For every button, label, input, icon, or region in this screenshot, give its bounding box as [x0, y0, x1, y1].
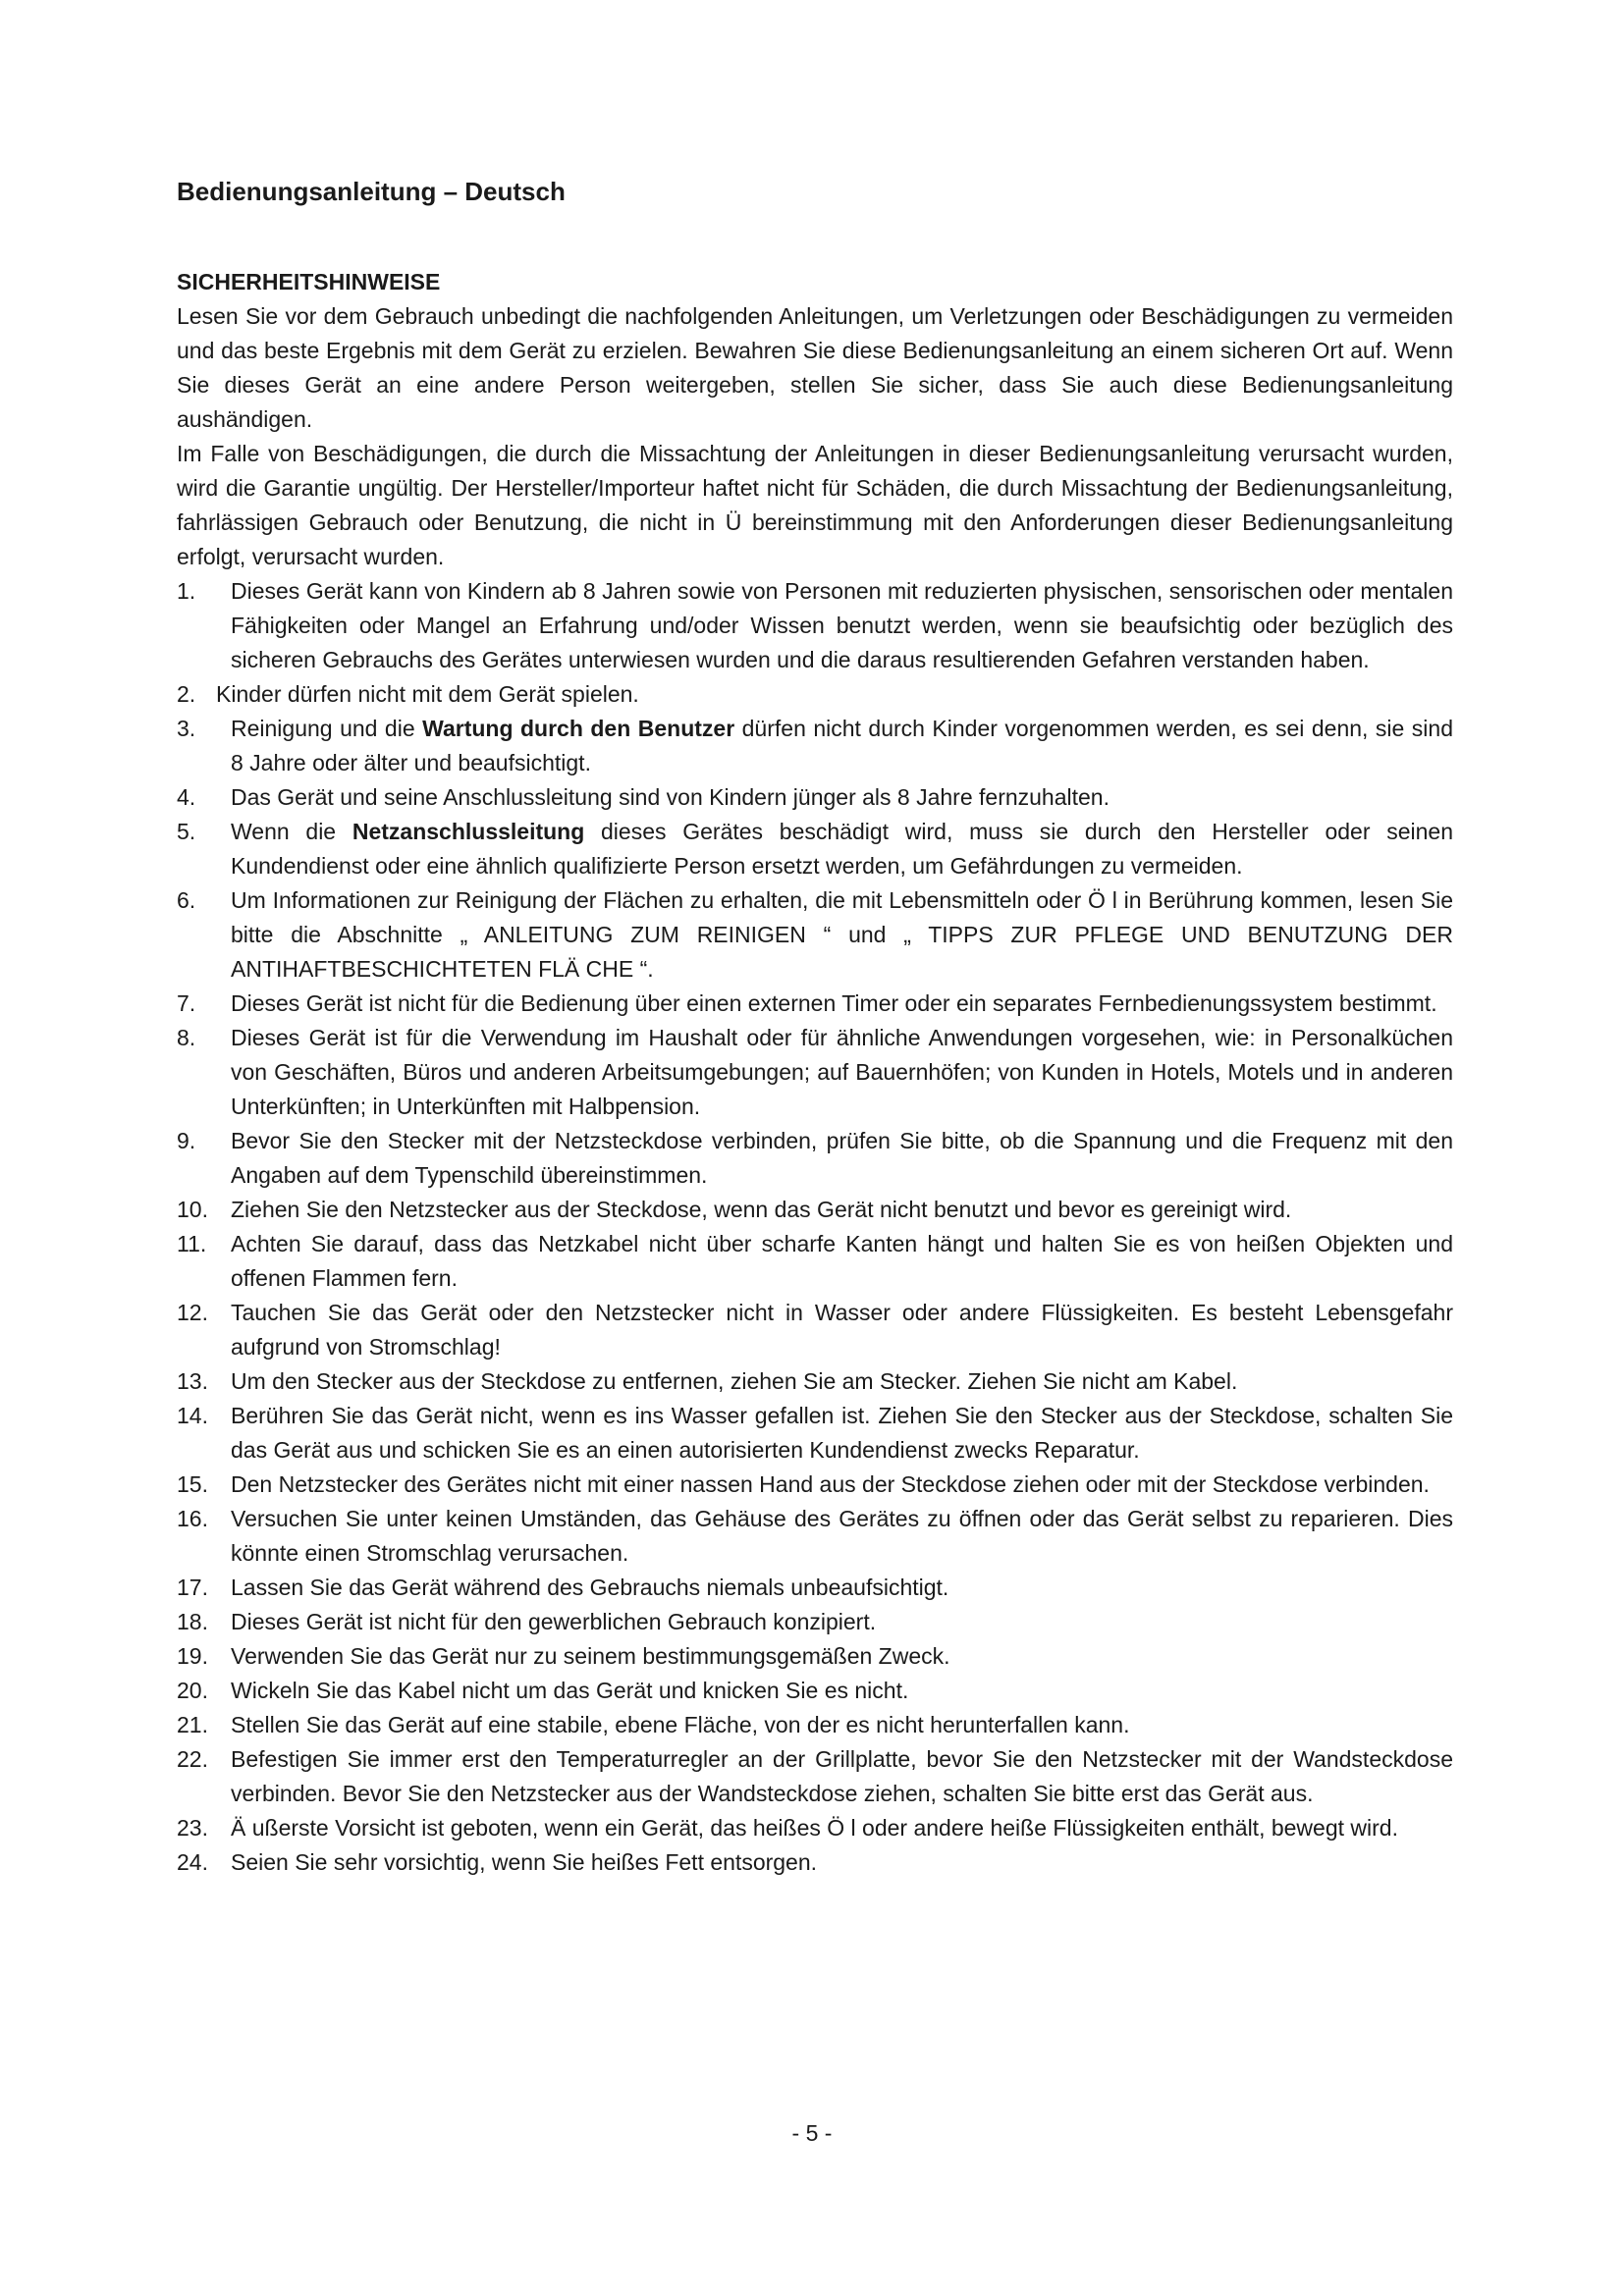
page-title: Bedienungsanleitung – Deutsch [177, 177, 566, 206]
safety-item [177, 677, 1453, 712]
safety-item [177, 712, 1453, 780]
item-number: 12. [177, 1300, 208, 1325]
item-number: 21. [177, 1712, 208, 1737]
item-text-part: dürfen nicht durch Kinder vorgenommen werden, es sei denn, sie sind 8 Jahre oder älter und beaufsichtigt. [231, 716, 1453, 775]
item-number: 10. [177, 1197, 208, 1222]
item-text-bold: Wartung durch den Benutzer [422, 716, 735, 741]
item-number: 6. [177, 887, 196, 913]
safety-item [177, 780, 1453, 815]
safety-item [177, 1296, 1453, 1364]
item-number: 5. [177, 819, 196, 844]
safety-item [177, 574, 1453, 677]
item-text: Stellen Sie das Gerät auf eine stabile, ebene Fläche, von der es nicht herunterfallen kann. [231, 1712, 1130, 1737]
item-number: 1. [177, 578, 196, 604]
safety-item [177, 1708, 1453, 1742]
warranty-paragraph: Im Falle von Beschädigungen, die durch die Missachtung der Anleitungen in dieser Bedienungsanleitung verursacht wurden, wird die Garantie ungültig. Der Hersteller/Importeur haftet nicht für Schäden, die durch Missachtung der Bedienungsanleitung, fahrlässigen Gebrauch oder Benutzung, die nicht in Ü bereinstimmung mit den Anforderungen dieser Bedienungsanleitung erfolgt, verursacht wurden. [177, 441, 1453, 569]
item-text: Um Informationen zur Reinigung der Flächen zu erhalten, die mit Lebensmitteln oder Ö l in Berührung kommen, lesen Sie bitte die Abschnitte „ ANLEITUNG ZUM REINIGEN “ und „ TIPPS ZUR PFLEGE UND BENUTZUNG DER ANTIHAFTBESCHICHTETEN FLÄ CHE “. [231, 887, 1453, 982]
safety-item [177, 1193, 1453, 1227]
item-text: Dieses Gerät ist für die Verwendung im Haushalt oder für ähnliche Anwendungen vorgesehen, wie: in Personalküchen von Geschäften, Büros und anderen Arbeitsumgebungen; auf Bauernhöfen; von Kunden in Hotels, Motels und in anderen Unterkünften; in Unterkünften mit Halbpension. [231, 1025, 1453, 1119]
safety-item [177, 1399, 1453, 1468]
item-text-bold: Netzanschlussleitung [352, 819, 585, 844]
safety-item [177, 987, 1453, 1021]
item-text: Dieses Gerät kann von Kindern ab 8 Jahren sowie von Personen mit reduzierten physischen, sensorischen oder mentalen Fähigkeiten oder Mangel an Erfahrung und/oder Wissen benutzt werden, wenn sie beaufsichtig oder bezüglich des sicheren Gebrauchs des Gerätes unterwiesen wurden und die daraus resultierenden Gefahren verstanden haben. [231, 578, 1453, 672]
item-text: Lassen Sie das Gerät während des Gebrauchs niemals unbeaufsichtigt. [231, 1575, 949, 1600]
item-number: 22. [177, 1746, 208, 1772]
safety-item [177, 1639, 1453, 1674]
section-heading: SICHERHEITSHINWEISE [177, 269, 441, 294]
safety-item [177, 1674, 1453, 1708]
item-text: Wickeln Sie das Kabel nicht um das Gerät und knicken Sie es nicht. [231, 1678, 909, 1703]
safety-item [177, 1364, 1453, 1399]
item-number: 4. [177, 784, 196, 810]
safety-item [177, 1742, 1453, 1811]
item-text-part: Reinigung und die [231, 716, 423, 741]
item-text: Berühren Sie das Gerät nicht, wenn es ins Wasser gefallen ist. Ziehen Sie den Stecker aus der Steckdose, schalten Sie das Gerät aus und schicken Sie es an einen autorisierten Kundendienst zwecks Reparatur. [231, 1403, 1453, 1463]
item-text: Um den Stecker aus der Steckdose zu entfernen, ziehen Sie am Stecker. Ziehen Sie nicht am Kabel. [231, 1368, 1238, 1394]
safety-item [177, 1502, 1453, 1571]
item-text: Kinder dürfen nicht mit dem Gerät spielen. [216, 681, 639, 707]
item-number: 14. [177, 1403, 208, 1428]
item-text: Versuchen Sie unter keinen Umständen, das Gehäuse des Gerätes zu öffnen oder das Gerät selbst zu reparieren. Dies könnte einen Stromschlag verursachen. [231, 1506, 1453, 1566]
item-text: Den Netzstecker des Gerätes nicht mit einer nassen Hand aus der Steckdose ziehen oder mit der Steckdose verbinden. [231, 1471, 1430, 1497]
item-number: 16. [177, 1506, 208, 1531]
safety-item [177, 1021, 1453, 1124]
item-number: 3. [177, 716, 196, 741]
item-text: Seien Sie sehr vorsichtig, wenn Sie heißes Fett entsorgen. [231, 1849, 818, 1875]
safety-list [177, 574, 1453, 1880]
item-number: 23. [177, 1815, 208, 1841]
item-number: 8. [177, 1025, 196, 1050]
item-text: Dieses Gerät ist nicht für den gewerblichen Gebrauch konzipiert. [231, 1609, 877, 1634]
safety-item [177, 1571, 1453, 1605]
item-text: Tauchen Sie das Gerät oder den Netzstecker nicht in Wasser oder andere Flüssigkeiten. Es besteht Lebensgefahr aufgrund von Stromschlag! [231, 1300, 1453, 1360]
safety-item [177, 1124, 1453, 1193]
safety-item [177, 815, 1453, 883]
item-text-part: dieses Gerätes beschädigt wird, muss sie durch den Hersteller oder seinen Kundendienst oder eine ähnlich qualifizierte Person ersetzt werden, um Gefährdungen zu vermeiden. [231, 819, 1453, 879]
item-text: Ziehen Sie den Netzstecker aus der Steckdose, wenn das Gerät nicht benutzt und bevor es gereinigt wird. [231, 1197, 1292, 1222]
item-text: Verwenden Sie das Gerät nur zu seinem bestimmungsgemäßen Zweck. [231, 1643, 950, 1669]
item-number: 24. [177, 1849, 208, 1875]
item-text: Bevor Sie den Stecker mit der Netzsteckdose verbinden, prüfen Sie bitte, ob die Spannung und die Frequenz mit den Angaben auf dem Typenschild übereinstimmen. [231, 1128, 1453, 1188]
safety-item [177, 1845, 1453, 1880]
item-number: 20. [177, 1678, 208, 1703]
intro-paragraph: Lesen Sie vor dem Gebrauch unbedingt die nachfolgenden Anleitungen, um Verletzungen oder Beschädigungen zu vermeiden und das beste Ergebnis mit dem Gerät zu erzielen. Bewahren Sie diese Bedienungsanleitung an einem sicheren Ort auf. Wenn Sie dieses Gerät an eine andere Person weitergeben, stellen Sie sicher, dass Sie auch diese Bedienungsanleitung aushändigen. [177, 303, 1453, 432]
item-number: 19. [177, 1643, 208, 1669]
item-number: 15. [177, 1471, 208, 1497]
item-number: 7. [177, 990, 196, 1016]
item-text: Ä ußerste Vorsicht ist geboten, wenn ein Gerät, das heißes Ö l oder andere heiße Flüssigkeiten enthält, bewegt wird. [231, 1815, 1398, 1841]
safety-item [177, 1811, 1453, 1845]
page-number: - 5 - [791, 2120, 833, 2146]
item-number: 17. [177, 1575, 208, 1600]
item-text [231, 819, 1453, 879]
item-number: 2. [177, 681, 196, 707]
item-number: 11. [177, 1231, 207, 1256]
item-text-part: Wenn die [231, 819, 352, 844]
item-number: 13. [177, 1368, 208, 1394]
item-number: 9. [177, 1128, 196, 1153]
document-content [177, 265, 1453, 1880]
safety-item [177, 1605, 1453, 1639]
safety-item [177, 883, 1453, 987]
item-text: Achten Sie darauf, dass das Netzkabel nicht über scharfe Kanten hängt und halten Sie es von heißen Objekten und offenen Flammen fern. [231, 1231, 1453, 1291]
item-text: Dieses Gerät ist nicht für die Bedienung über einen externen Timer oder ein separates Fernbedienungssystem bestimmt. [231, 990, 1437, 1016]
safety-item [177, 1468, 1453, 1502]
safety-item [177, 1227, 1453, 1296]
item-text: Befestigen Sie immer erst den Temperaturregler an der Grillplatte, bevor Sie den Netzstecker mit der Wandsteckdose verbinden. Bevor Sie den Netzstecker aus der Wandsteckdose ziehen, schalten Sie bitte erst das Gerät aus. [231, 1746, 1453, 1806]
item-text [231, 716, 1453, 775]
item-number: 18. [177, 1609, 208, 1634]
item-text: Das Gerät und seine Anschlussleitung sind von Kindern jünger als 8 Jahre fernzuhalten. [231, 784, 1110, 810]
